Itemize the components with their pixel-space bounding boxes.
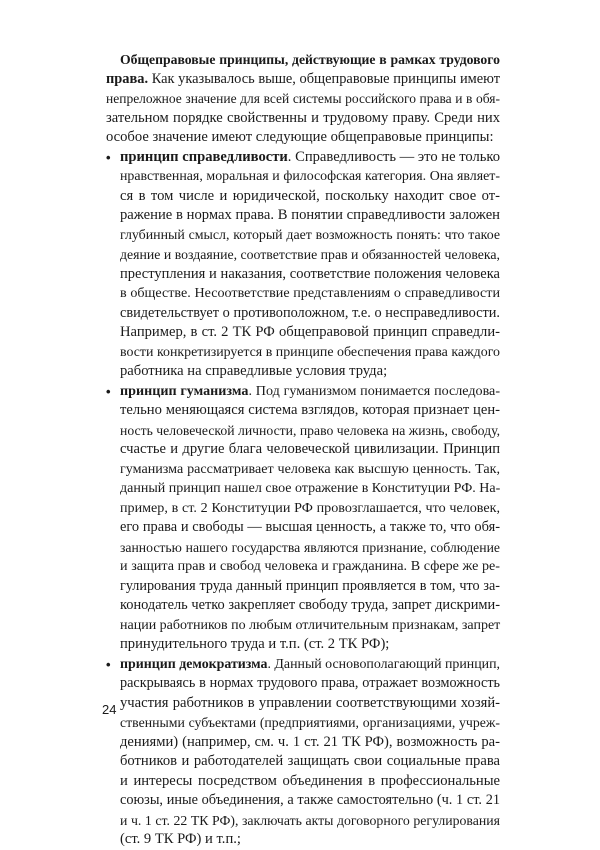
bullet-line: ся в том числе и юридической, поскольку находит свое от- bbox=[120, 187, 500, 204]
bullet-line: и ч. 1 ст. 22 ТК РФ), заключать акты договорного регулирования bbox=[120, 812, 500, 828]
bullet-item-justice bbox=[106, 148, 500, 382]
bullet-line: деяние и воздаяние, соответствие прав и обязанностей человека, bbox=[120, 247, 500, 262]
bullet-line: работника на справедливые условия труда; bbox=[120, 363, 388, 379]
bullet-line: и защита прав и свобод человека и гражданина. В сфере же ре- bbox=[120, 558, 500, 574]
bullet-line: принудительного труда и т.п. (ст. 2 ТК РФ); bbox=[120, 636, 390, 652]
bullet-line: (ст. 9 ТК РФ) и т.п.; bbox=[120, 831, 241, 847]
bullet-line: ность человеческой личности, право человека на жизнь, свободу, bbox=[120, 422, 500, 438]
body-text bbox=[106, 50, 500, 850]
bullet-line: гуманизма рассматривает человека как высшую ценность. Так, bbox=[120, 460, 500, 477]
bullet-line: преступления и наказания, соответствие положения человека bbox=[120, 265, 500, 282]
principle-term: принцип демократизма bbox=[120, 656, 268, 672]
bullet-line: конодатель четко закрепляет свободу труда, запрет дискрими- bbox=[120, 597, 500, 613]
bullet-line: раскрываясь в нормах трудового права, отражает возможность bbox=[120, 675, 500, 691]
page-number: 24 bbox=[102, 702, 117, 717]
bullet-line: вости конкретизируется в принципе обеспечения права каждого bbox=[120, 344, 500, 360]
bullet-item-humanism bbox=[106, 382, 500, 655]
principle-term: принцип гуманизма bbox=[120, 382, 249, 399]
bullet-line: участия работников в управлении соответствующими хозяй- bbox=[120, 694, 500, 711]
principle-term: принцип справедливости bbox=[120, 148, 288, 165]
bullet-line: нации работников по любым отличительным признакам, запрет bbox=[120, 617, 501, 633]
bullet-line: гулирования труда данный принцип проявляется в том, что за- bbox=[120, 577, 500, 594]
bullet-line: в обществе. Несоответствие представлениям о справедливости bbox=[120, 285, 500, 301]
bullet-line: Например, в ст. 2 ТК РФ общеправовой принцип справедли- bbox=[120, 324, 500, 340]
bullet-icon: • bbox=[106, 383, 111, 399]
bullet-line: тельно меняющаяся система взглядов, которая признает цен- bbox=[120, 402, 500, 418]
bullet-icon: • bbox=[106, 656, 111, 672]
bullet-line: занностью нашего государства являются признание, соблюдение bbox=[120, 539, 500, 555]
bullet-line: данный принцип нашел свое отражение в Конституции РФ. На- bbox=[120, 481, 501, 496]
bullet-line: его права и свободы — высшая ценность, а также то, что обя- bbox=[120, 519, 500, 535]
bullet-first-line: • принцип демократизма. Данный основополагающий принцип, bbox=[106, 655, 500, 675]
bullet-line: и интересы посредством объединения в профессиональные bbox=[120, 772, 500, 789]
bullet-line: свидетельствует о противоположном, т.е. о несправедливости. bbox=[120, 304, 500, 321]
bullet-line: дениями) (например, см. ч. 1 ст. 21 ТК РФ), возможность ра- bbox=[120, 733, 500, 750]
bullet-line: счастье и другие блага человеческой цивилизации. Принцип bbox=[120, 441, 500, 457]
bullet-line: ражение в нормах права. В понятии справедливости заложен bbox=[120, 207, 500, 223]
bullet-line: ботников и работодателей защищать свои социальные права bbox=[120, 753, 500, 769]
section-heading-end: права. bbox=[106, 70, 149, 87]
intro-line: зательном порядке свойственны и трудовому праву. Среди них bbox=[106, 109, 500, 126]
bullet-line: глубинный смысл, который дает возможность понять: что такое bbox=[120, 227, 500, 243]
section-heading: Общеправовые принципы, действующие в рамках трудового bbox=[120, 52, 500, 67]
bullet-line: нравственная, моральная и философская категория. Она являет- bbox=[120, 169, 500, 184]
intro-line bbox=[106, 50, 500, 70]
intro-line: особое значение имеют следующие общеправовые принципы: bbox=[106, 129, 494, 145]
bullet-icon: • bbox=[106, 149, 111, 165]
bullet-first-line: • принцип справедливости. Справедливость — это не только bbox=[106, 148, 500, 168]
bullet-first-line: • принцип гуманизма. Под гуманизмом понимается последова- bbox=[106, 382, 500, 402]
bullet-item-democratism bbox=[106, 655, 500, 850]
intro-line: непреложное значение для всей системы российского права и в обя- bbox=[106, 91, 500, 106]
bullet-line: союзы, иные объединения, а также самостоятельно (ч. 1 ст. 21 bbox=[120, 792, 500, 808]
bullet-line: ственными субъектами (предприятиями, организациями, учреж- bbox=[120, 715, 500, 730]
bullet-line: пример, в ст. 2 Конституции РФ провозглашается, что человек, bbox=[120, 499, 500, 516]
intro-line: права. Как указывалось выше, общеправовые принципы имеют bbox=[106, 70, 500, 87]
